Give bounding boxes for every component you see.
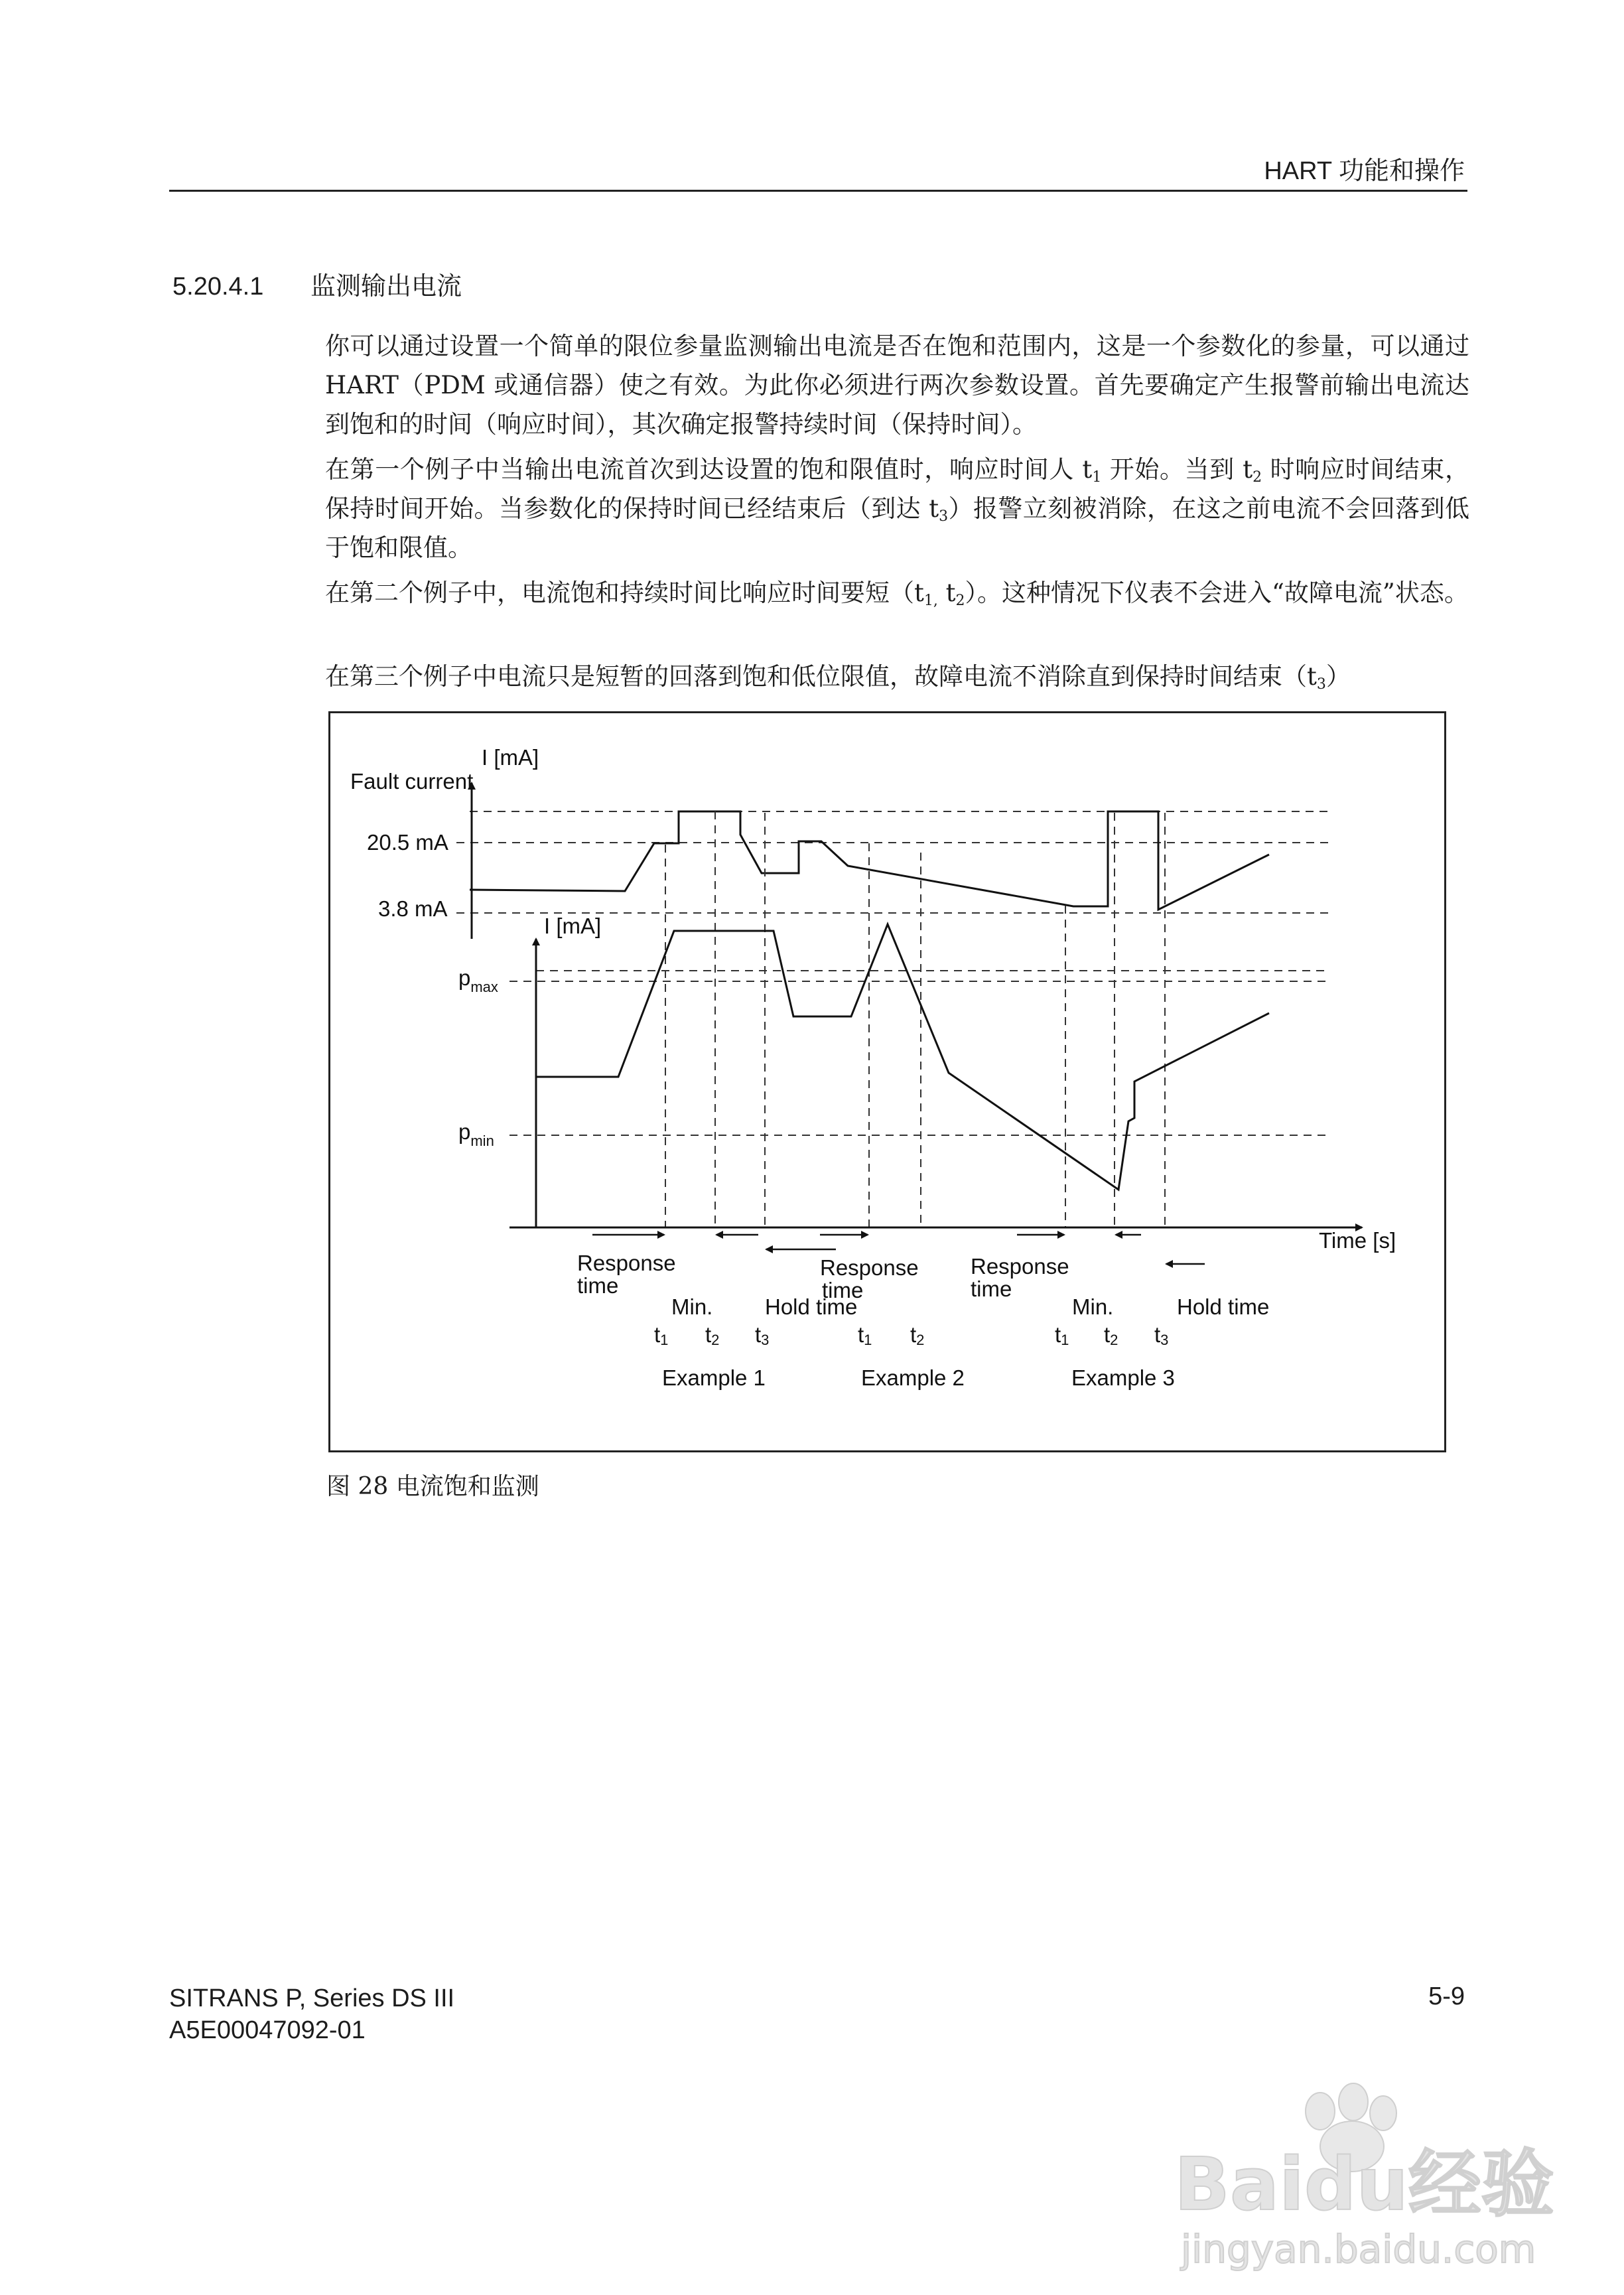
paragraph-example-3: 在第三个例子中电流只是短暂的回落到饱和低位限值，故障电流不消除直到保持时间结束$(t_3)$ [325, 662, 1351, 693]
example-1-label: Example 1 [662, 1365, 766, 1390]
t1-label-ex2: t1 [858, 1322, 872, 1348]
level-low-label: 3.8 mA [378, 896, 448, 921]
t2-label-ex3: t2 [1104, 1322, 1118, 1348]
fault-current-label: Fault current [350, 769, 474, 794]
measured-value-trace [536, 924, 1269, 1190]
response-time-label-1: Response time [577, 1251, 676, 1298]
header-divider [169, 190, 1467, 192]
example-2-label: Example 2 [861, 1365, 965, 1390]
hold-time-label-1: Hold time [765, 1294, 858, 1319]
bottom-level-lines [509, 971, 1329, 1135]
t2-label-ex1: t2 [705, 1322, 720, 1348]
timing-diagram [330, 713, 1448, 1454]
baidu-paw-logo [1154, 2077, 1566, 2276]
t2-label-ex2: t2 [910, 1322, 925, 1348]
time-point-labels [654, 1322, 1168, 1348]
t3-label-ex1: t3 [755, 1322, 770, 1348]
response-time-label-3: Response time [971, 1254, 1069, 1301]
footer-doc-number: A5E00047092-01 [169, 2016, 366, 2044]
paragraph-intro: 你可以通过设置一个简单的限位参量监测输出电流是否在饱和范围内，这是一个参数化的参量，可以通过 HART（PDM 或通信器）使之有效。为此你必须进行两次参数设置。首先要确定产生报警前输出电流达到饱和的时间（响应时间），其次确定报警持续时间（保持时间）。 [325, 332, 1469, 439]
hold-time-label-2: Hold time [1177, 1294, 1270, 1319]
footer-product: SITRANS P, Series DS III [169, 1984, 455, 2012]
example-3-label: Example 3 [1071, 1365, 1175, 1390]
figure-caption: 图 28 电流饱和监测 [326, 1473, 539, 1500]
t3-label-ex3: t3 [1154, 1322, 1169, 1348]
time-axis-label: Time [s] [1319, 1228, 1396, 1253]
pmax-label: $p_{max}$ [458, 965, 498, 995]
level-high-label: 20.5 mA [367, 830, 448, 855]
section-title: 监测输出电流 [310, 271, 462, 301]
t1-label-ex3: t1 [1055, 1322, 1069, 1348]
section-heading [172, 265, 462, 302]
figure-current-saturation [328, 711, 1446, 1452]
footer-product-info [169, 1982, 454, 2046]
min-label-2: Min. [1072, 1294, 1114, 1319]
pmin-label: $p_{min}$ [458, 1119, 494, 1149]
watermark-brand: Baidu经验 [1174, 2142, 1554, 2227]
watermark-url: jingyan.baidu.com [1181, 2227, 1536, 2272]
top-level-lines [456, 811, 1329, 913]
bottom-y-axis-label: I [mA] [544, 914, 602, 938]
top-y-axis-label: I [mA] [482, 745, 539, 770]
paragraph-example-2: 在第二个例子中，电流饱和持续时间比响应时间要短（$t_{1,}$ $t_2$）。这种情况下仪表不会进入“故障电流”状态。 [325, 579, 1469, 609]
t1-label-ex1: t1 [654, 1322, 669, 1348]
footer-page-number: 5-9 [1428, 1982, 1465, 2010]
response-time-label-2: Response time [820, 1255, 919, 1302]
running-header: HART 功能和操作 [1264, 157, 1465, 185]
baidu-watermark [1154, 2077, 1566, 2276]
paragraph-example-1: 在第一个例子中当输出电流首次到达设置的饱和限值时，响应时间人 $t_1$ 开始。当到 $t_2$ 时响应时间结束，保持时间开始。当参数化的保持时间已经结束后（到达 $t_3$）报警立刻被消除，在这之前电流不会回落到低于饱和限值。 [325, 455, 1469, 562]
min-label-1: Min. [671, 1294, 713, 1319]
section-number: 5.20.4.1 [172, 273, 264, 301]
time-marker-lines [665, 811, 1165, 1227]
